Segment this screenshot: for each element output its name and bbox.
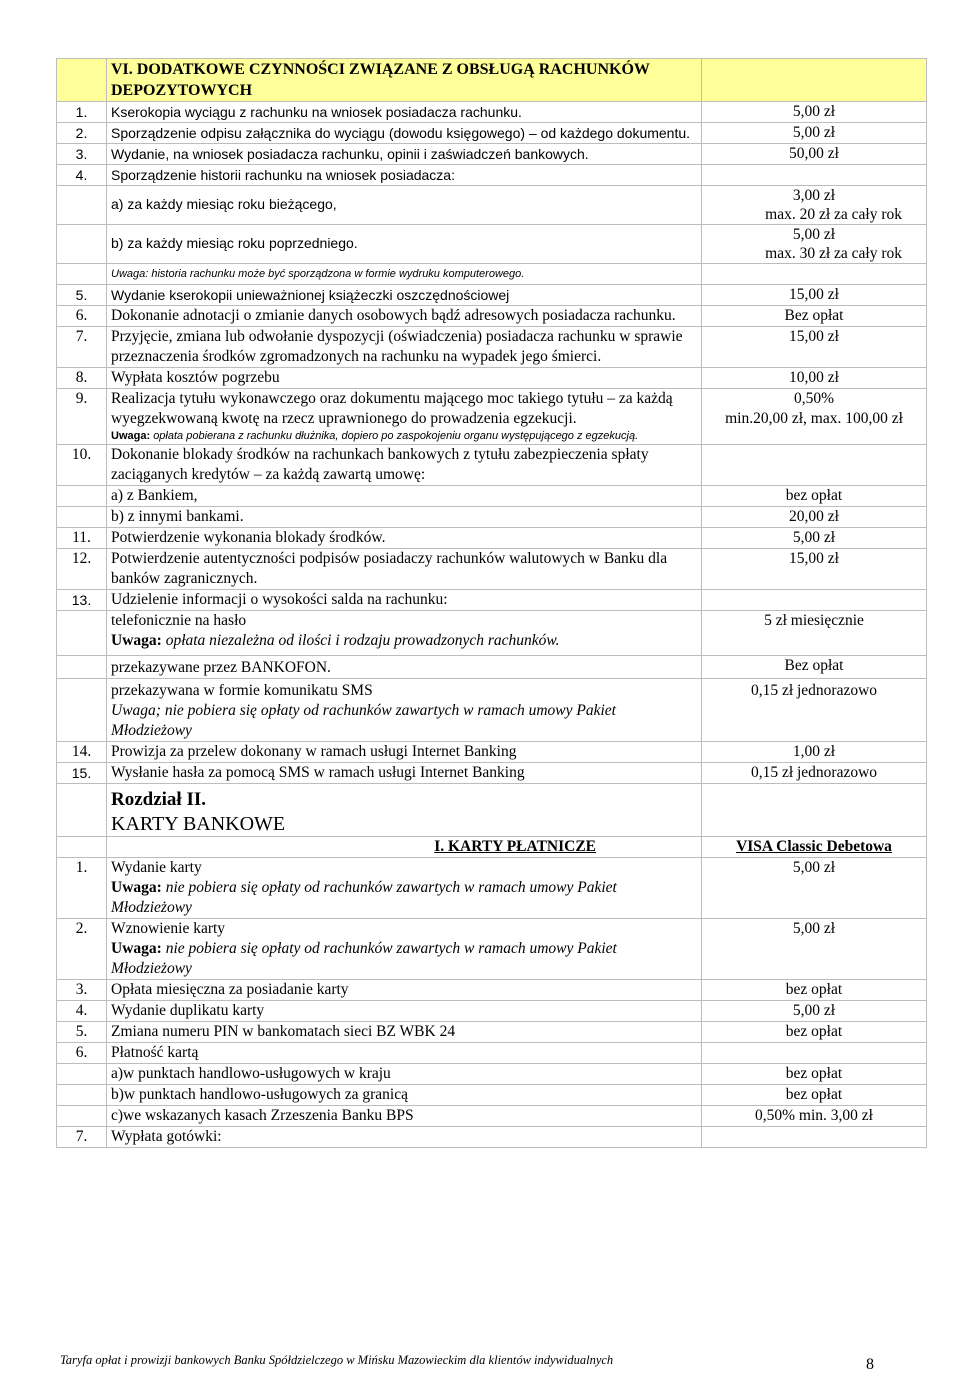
table-row: 3. Wydanie, na wniosek posiadacza rachunku, opinii i zaświadczeń bankowych. 50,00 zł: [57, 144, 927, 165]
table-row: 3. Opłata miesięczna za posiadanie karty bez opłat: [57, 980, 927, 1001]
section-title: I. KARTY PŁATNICZE: [107, 837, 702, 858]
table-row: 12. Potwierdzenie autentyczności podpisów posiadaczy rachunków walutowych w Banku dla banków zagranicznych. 15,00 zł: [57, 549, 927, 590]
table-row: 6. Dokonanie adnotacji o zmianie danych osobowych bądź adresowych posiadacza rachunku. Bez opłat: [57, 306, 927, 327]
table-row: 2. Wznowienie karty Uwaga: nie pobiera się opłaty od rachunków zawartych w ramach umowy Pakiet Młodzieżowy 5,00 zł: [57, 919, 927, 980]
chapter-heading-row: [57, 784, 927, 837]
table-row: 1. Wydanie karty Uwaga: nie pobiera się opłaty od rachunków zawartych w ramach umowy Pakiet Młodzieżowy 5,00 zł: [57, 858, 927, 919]
table-row: 5. Wydanie kserokopii unieważnionej książeczki oszczędnościowej 15,00 zł: [57, 285, 927, 306]
table-row: 7. Wypłata gotówki:: [57, 1127, 927, 1148]
table-row: 4. Sporządzenie historii rachunku na wniosek posiadacza:: [57, 165, 927, 186]
section-header-row: [57, 59, 927, 102]
table-row: 5. Zmiana numeru PIN w bankomatach sieci BZ WBK 24 bez opłat: [57, 1022, 927, 1043]
table-row: 8. Wypłata kosztów pogrzebu 10,00 zł: [57, 368, 927, 389]
table-row: 6. Płatność kartą: [57, 1043, 927, 1064]
fee-table: [56, 58, 927, 1148]
table-row: 2. Sporządzenie odpisu załącznika do wyciągu (dowodu księgowego) – od każdego dokumentu. 5,00 zł: [57, 123, 927, 144]
table-row: a) z Bankiem, bez opłat: [57, 486, 927, 507]
chapter-title: Rozdział II.: [111, 789, 206, 810]
page-footer: Taryfa opłat i prowizji bankowych Banku Spółdzielczego w Mińsku Mazowieckim dla klientów indywidualnych: [60, 1353, 614, 1367]
table-row: 9. Realizacja tytułu wykonawczego oraz dokumentu mającego moc takiego tytułu – za każdą wyegzekwowaną kwotę na rzecz uprawnionego do prowadzenia egzekucji. Uwaga: opłata pobierana z rachunku dłużnika, dopiero po zaspokojeniu organu występującego z egzekucją. 0,50% min.20,00 zł, max. 100,00 zł: [57, 389, 927, 445]
table-row: 10. Dokonanie blokady środków na rachunkach bankowych z tytułu zabezpieczenia spłaty zaciąganych kredytów – za każdą zawartą umowę:: [57, 445, 927, 486]
table-row: a) za każdy miesiąc roku bieżącego, 3,00 zł max. 20 zł za cały rok: [57, 186, 927, 225]
chapter-subtitle: KARTY BANKOWE: [111, 813, 286, 835]
table-row: przekazywane przez BANKOFON. Bez opłat: [57, 656, 927, 679]
table-row: 15. Wysłanie hasła za pomocą SMS w ramach usługi Internet Banking 0,15 zł jednorazowo: [57, 763, 927, 784]
table-row: c)we wskazanych kasach Zrzeszenia Banku BPS 0,50% min. 3,00 zł: [57, 1106, 927, 1127]
page-number: 8: [866, 1356, 874, 1373]
table-row: 14. Prowizja za przelew dokonany w ramach usługi Internet Banking 1,00 zł: [57, 742, 927, 763]
table-row: 7. Przyjęcie, zmiana lub odwołanie dyspozycji (oświadczenia) posiadacza rachunku w sprawie przeznaczenia środków zgromadzonych na rachunku na wypadek jego śmierci. 15,00 zł: [57, 327, 927, 368]
table-row: 13. Udzielenie informacji o wysokości salda na rachunku:: [57, 590, 927, 611]
table-row: b)w punktach handlowo-usługowych za granicą bez opłat: [57, 1085, 927, 1106]
table-row: a)w punktach handlowo-usługowych w kraju bez opłat: [57, 1064, 927, 1085]
table-row: telefonicznie na hasło Uwaga: opłata niezależna od ilości i rodzaju prowadzonych rachunków. 5 zł miesięcznie: [57, 611, 927, 656]
section-header-row: [57, 837, 927, 858]
table-row: Uwaga: historia rachunku może być sporządzona w formie wydruku komputerowego.: [57, 264, 927, 285]
table-row: przekazywana w formie komunikatu SMS Uwaga; nie pobiera się opłaty od rachunków zawartych w ramach umowy Pakiet Młodzieżowy 0,15 zł jednorazowo: [57, 679, 927, 742]
table-row: 11. Potwierdzenie wykonania blokady środków. 5,00 zł: [57, 528, 927, 549]
table-row: b) z innymi bankami. 20,00 zł: [57, 507, 927, 528]
table-row: b) za każdy miesiąc roku poprzedniego. 5,00 zł max. 30 zł za cały rok: [57, 225, 927, 264]
table-row: 4. Wydanie duplikatu karty 5,00 zł: [57, 1001, 927, 1022]
card-name: VISA Classic Debetowa: [702, 837, 927, 858]
table-row: 1. Kserokopia wyciągu z rachunku na wniosek posiadacza rachunku. 5,00 zł: [57, 102, 927, 123]
section-title: VI. DODATKOWE CZYNNOŚCI ZWIĄZANE Z OBSŁUGĄ RACHUNKÓW DEPOZYTOWYCH: [107, 59, 702, 102]
